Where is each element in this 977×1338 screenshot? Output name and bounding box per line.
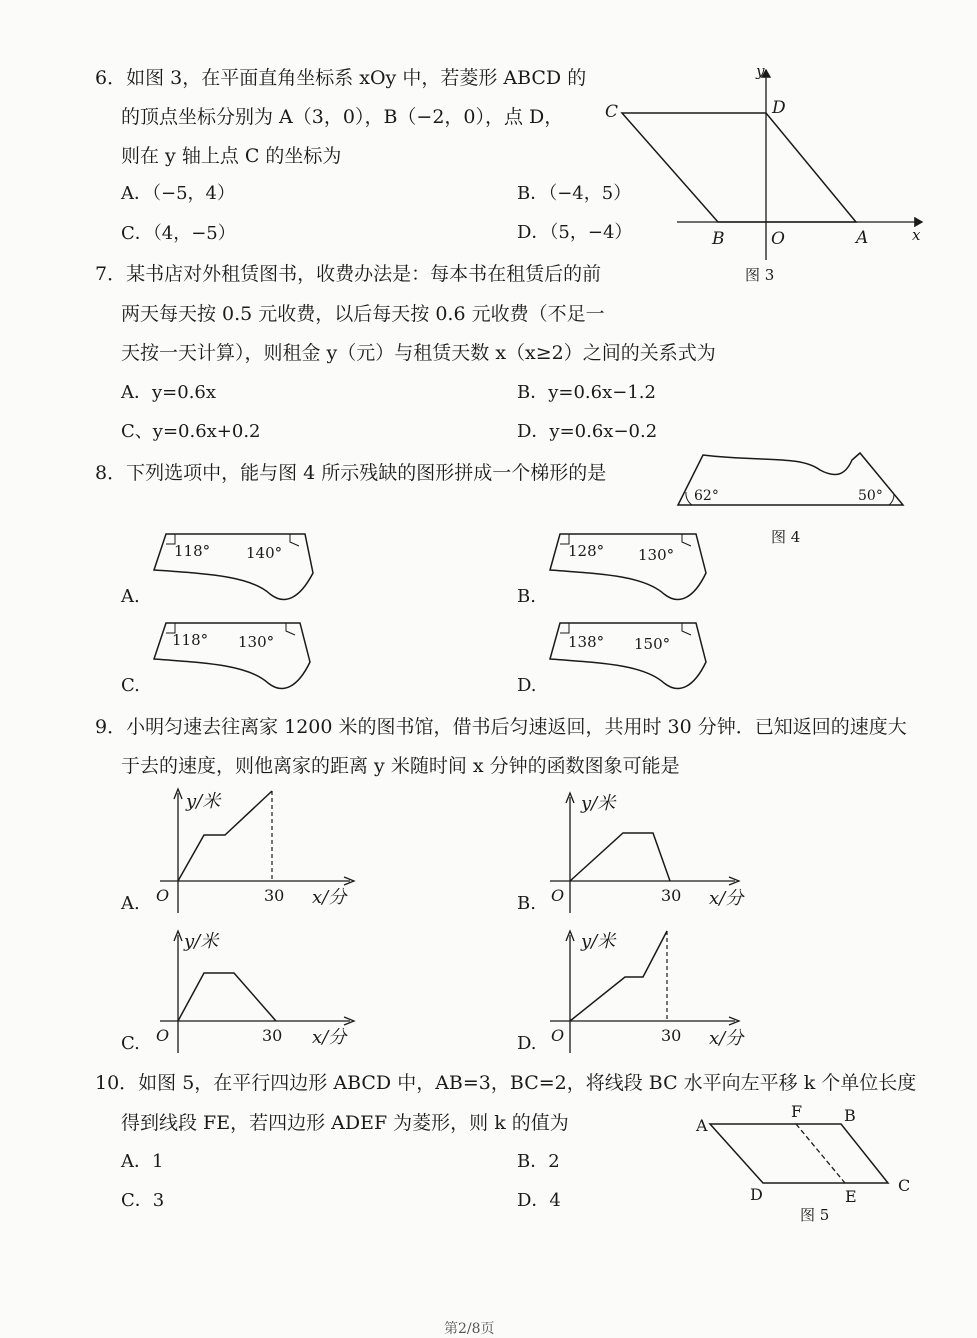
q8-b-angle-1: 128° <box>568 542 605 560</box>
fig3-label-c: C <box>605 102 619 122</box>
q7-line3: 天按一天计算），则租金 y（元）与租赁天数 x（x≥2）之间的关系式为 <box>121 342 716 364</box>
fig3-label-d: D <box>772 98 786 118</box>
q8-option-c-label[interactable]: C. <box>121 675 140 696</box>
q7-line1: 7．某书店对外租赁图书，收费办法是：每本书在租赁后的前 <box>95 263 602 285</box>
q8-option-b-label[interactable]: B. <box>517 586 536 607</box>
q8-a-angle-2: 140° <box>246 544 283 562</box>
svg-text:C: C <box>898 1176 911 1195</box>
q7-option-a[interactable]: A．y=0.6x <box>121 382 217 403</box>
q8-c-angle-2: 130° <box>238 633 275 651</box>
svg-text:E: E <box>845 1187 857 1206</box>
fig3-label-o: O <box>771 229 785 249</box>
fig3-caption: 图 3 <box>745 266 775 284</box>
q9-option-a-label[interactable]: A. <box>121 893 140 914</box>
q10-option-a[interactable]: A．1 <box>121 1151 164 1172</box>
q8-d-angle-2: 150° <box>634 635 671 653</box>
q7-option-b[interactable]: B．y=0.6x−1.2 <box>517 382 656 403</box>
fig3-label-b: B <box>712 229 725 249</box>
q7-option-c[interactable]: C、y=0.6x+0.2 <box>121 421 261 442</box>
svg-text:O: O <box>551 1026 565 1045</box>
q10-line1: 10．如图 5，在平行四边形 ABCD 中，AB=3，BC=2，将线段 BC 水平向左平移 k 个单位长度 <box>95 1072 917 1094</box>
fig3-label-x: x <box>912 226 921 244</box>
svg-text:O: O <box>156 886 170 905</box>
fig5-segment-fe <box>796 1124 845 1183</box>
q10-option-b[interactable]: B．2 <box>517 1151 560 1172</box>
fig3-label-y: y <box>756 62 765 80</box>
svg-text:F: F <box>791 1102 803 1121</box>
svg-text:x/分: x/分 <box>312 1027 347 1048</box>
svg-text:O: O <box>156 1026 170 1045</box>
q6-option-c[interactable]: C．（4，−5） <box>121 223 236 244</box>
svg-text:30: 30 <box>661 886 682 905</box>
svg-text:x/分: x/分 <box>709 1028 744 1049</box>
q10-line2: 得到线段 FE，若四边形 ADEF 为菱形，则 k 的值为 <box>121 1112 569 1134</box>
q7-option-d[interactable]: D．y=0.6x−0.2 <box>517 421 658 442</box>
q6-option-d[interactable]: D．（5，−4） <box>517 222 633 243</box>
q9-line2: 于去的速度，则他离家的距离 y 米随时间 x 分钟的函数图象可能是 <box>121 755 680 777</box>
q8-line1: 8．下列选项中，能与图 4 所示残缺的图形拼成一个梯形的是 <box>95 462 607 484</box>
q7-line2: 两天每天按 0.5 元收费，以后每天按 0.6 元收费（不足一 <box>121 303 605 325</box>
page-number: 第2/8页 <box>444 1321 495 1337</box>
fig4-angle-62: 62° <box>694 488 719 504</box>
svg-text:30: 30 <box>264 886 285 905</box>
svg-text:A: A <box>696 1116 708 1135</box>
q6-option-a[interactable]: A．（−5，4） <box>121 183 235 204</box>
svg-text:O: O <box>551 886 565 905</box>
q10-option-d[interactable]: D．4 <box>517 1190 561 1211</box>
svg-text:y/米: y/米 <box>581 793 616 814</box>
svg-text:x/分: x/分 <box>312 887 347 908</box>
q9-option-d-label[interactable]: D. <box>517 1033 537 1054</box>
fig5-parallelogram <box>710 1124 888 1183</box>
svg-text:30: 30 <box>262 1026 283 1045</box>
svg-text:y/米: y/米 <box>581 931 616 952</box>
svg-text:B: B <box>844 1106 856 1125</box>
svg-text:图 5: 图 5 <box>800 1206 830 1224</box>
fig4-caption: 图 4 <box>771 528 801 546</box>
q6-line2: 的顶点坐标分别为 A（3，0），B（−2，0），点 D， <box>121 106 564 128</box>
fig4-angle-50: 50° <box>858 488 883 504</box>
q8-option-d-label[interactable]: D. <box>517 675 537 696</box>
q6-option-b[interactable]: B．（−4，5） <box>517 183 632 204</box>
q8-d-angle-1: 138° <box>568 633 605 651</box>
q8-option-a-label[interactable]: A. <box>121 586 140 607</box>
q9-option-b-label[interactable]: B. <box>517 893 536 914</box>
q8-c-angle-1: 118° <box>172 631 209 649</box>
q6-line1: 6．如图 3，在平面直角坐标系 xOy 中，若菱形 ABCD 的 <box>95 67 587 89</box>
q9-option-c-label[interactable]: C. <box>121 1033 140 1054</box>
svg-text:30: 30 <box>661 1026 682 1045</box>
q10-option-c[interactable]: C．3 <box>121 1190 165 1211</box>
fig3-label-a: A <box>856 228 869 248</box>
svg-text:y/米: y/米 <box>184 931 219 952</box>
svg-text:y/米: y/米 <box>186 791 221 812</box>
svg-text:D: D <box>750 1185 763 1204</box>
q9-line1: 9．小明匀速去往离家 1200 米的图书馆，借书后匀速返回，共用时 30 分钟．已知返回的速度大 <box>95 716 907 738</box>
svg-text:x/分: x/分 <box>709 888 744 909</box>
q6-line3: 则在 y 轴上点 C 的坐标为 <box>121 145 342 167</box>
q8-a-angle-1: 118° <box>174 542 211 560</box>
q8-b-angle-2: 130° <box>638 546 675 564</box>
